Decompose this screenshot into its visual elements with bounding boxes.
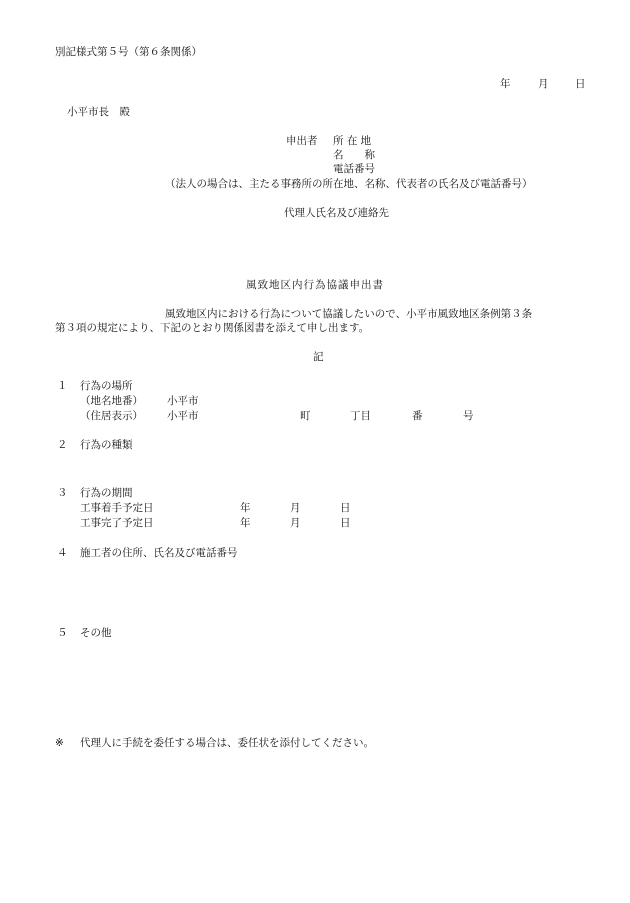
- item-5-number: ５: [57, 627, 68, 639]
- item-2-label: 行為の種類: [80, 439, 133, 451]
- end-day-label: 日: [340, 517, 351, 529]
- footnote-mark: ※: [55, 737, 64, 749]
- applicant-label: 申出者: [286, 135, 318, 147]
- date-year-label: 年: [500, 78, 511, 90]
- body-line-2: 第３項の規定により、下記のとおり関係図書を添えて申し出ます。: [55, 322, 370, 334]
- document-title: 風致地区内行為協議申出書: [246, 279, 384, 291]
- lot-number-label: （地名地番）: [80, 395, 143, 407]
- body-line-1: 風致地区内における行為について協議したいので、小平市風致地区条例第３条: [165, 308, 533, 320]
- date-month-label: 月: [538, 78, 549, 90]
- date-day-label: 日: [575, 78, 586, 90]
- addressee: 小平市長 殿: [67, 106, 130, 118]
- applicant-name-label: 名 称: [333, 149, 375, 161]
- applicant-address-label: 所 在 地: [333, 135, 372, 147]
- start-day-label: 日: [340, 502, 351, 514]
- residence-chome: 丁目: [350, 410, 371, 422]
- footnote-text: 代理人に手続を委任する場合は、委任状を添付してください。: [80, 737, 374, 749]
- start-year-label: 年: [240, 502, 251, 514]
- end-date-label: 工事完了予定日: [80, 517, 154, 529]
- residence-go: 号: [463, 410, 474, 422]
- item-2-number: ２: [57, 439, 68, 451]
- start-date-label: 工事着手予定日: [80, 502, 154, 514]
- corporation-note: （法人の場合は、主たる事務所の所在地、名称、代表者の氏名及び電話番号）: [165, 178, 533, 190]
- end-month-label: 月: [290, 517, 301, 529]
- residence-ban: 番: [412, 410, 423, 422]
- item-1-number: １: [57, 380, 68, 392]
- lot-number-value: 小平市: [167, 395, 199, 407]
- item-5-label: その他: [80, 627, 112, 639]
- item-3-number: ３: [57, 487, 68, 499]
- residence-cho: 町: [300, 410, 311, 422]
- item-1-label: 行為の場所: [80, 380, 133, 392]
- form-reference: 別記様式第５号（第６条関係）: [55, 46, 202, 58]
- start-month-label: 月: [290, 502, 301, 514]
- ki-heading: 記: [313, 351, 324, 363]
- item-3-label: 行為の期間: [80, 487, 133, 499]
- residence-value: 小平市: [167, 410, 199, 422]
- residence-label: （住居表示）: [80, 410, 143, 422]
- applicant-phone-label: 電話番号: [333, 163, 375, 175]
- agent-label: 代理人氏名及び連絡先: [284, 207, 389, 219]
- item-4-label: 施工者の住所、氏名及び電話番号: [80, 547, 238, 559]
- end-year-label: 年: [240, 517, 251, 529]
- item-4-number: ４: [57, 547, 68, 559]
